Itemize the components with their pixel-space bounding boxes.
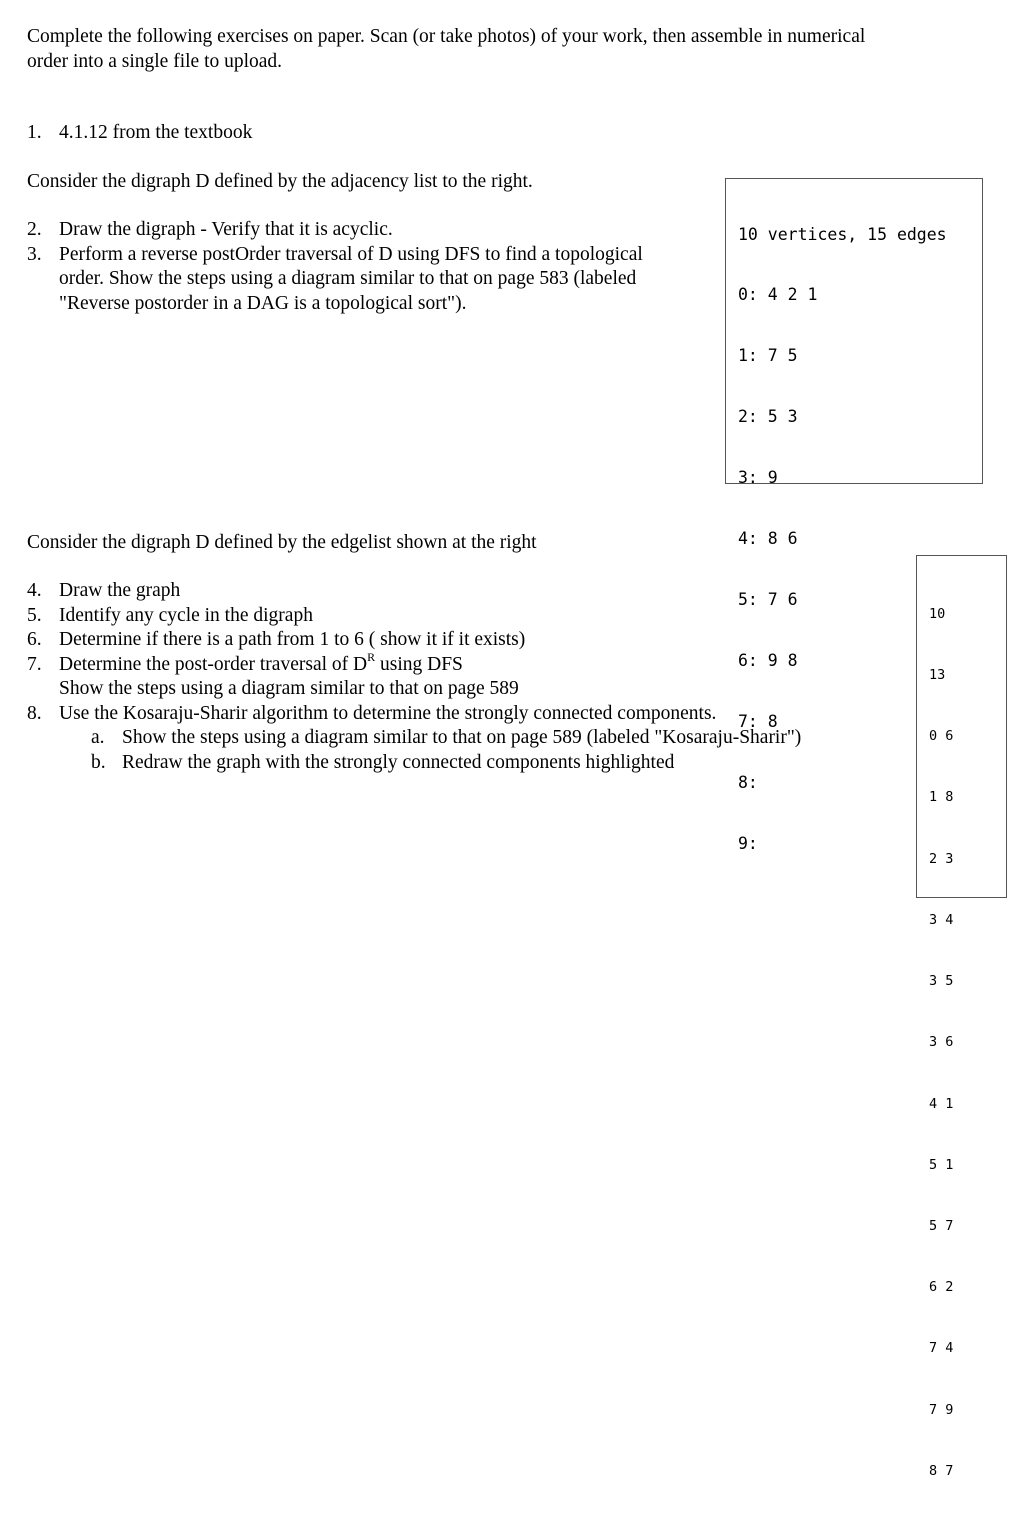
exercise-number: 4. bbox=[27, 580, 42, 601]
exercise-number: 6. bbox=[27, 629, 42, 650]
edge-row: 3 4 bbox=[929, 911, 954, 928]
exercise-8b bbox=[91, 751, 801, 776]
adjacency-row: 2: 5 3 bbox=[738, 407, 798, 427]
adjacency-row: 6: 9 8 bbox=[738, 650, 798, 670]
exercise-text-continued: order. Show the steps using a diagram similar to that on page 583 (labeled bbox=[59, 268, 637, 289]
section-1-lead: Consider the digraph D defined by the adjacency list to the right. bbox=[27, 171, 533, 192]
edge-list-box bbox=[916, 555, 1007, 1479]
exercise-text: Determine if there is a path from 1 to 6 ( show it if it exists) bbox=[59, 629, 526, 650]
exercise-number: 8. bbox=[27, 702, 42, 724]
adjacency-row: 3: 9 bbox=[738, 468, 778, 488]
exercise-7 bbox=[27, 650, 801, 702]
exercise-text-continued: Show the steps using a diagram similar to that on page 589 bbox=[59, 678, 519, 699]
edge-row: 3 6 bbox=[929, 1034, 954, 1051]
exercise-list-2 bbox=[27, 218, 643, 316]
edge-list-edge-count: 13 bbox=[929, 667, 946, 684]
adjacency-row: 0: 4 2 1 bbox=[738, 285, 818, 305]
edge-row: 7 9 bbox=[929, 1401, 954, 1418]
exercise-1 bbox=[27, 121, 252, 146]
exercise-8a bbox=[91, 726, 801, 751]
subitem-letter: b. bbox=[91, 751, 106, 773]
exercise-number: 3. bbox=[27, 243, 42, 265]
exercise-5 bbox=[27, 604, 801, 629]
edge-row: 2 3 bbox=[929, 850, 954, 867]
exercise-list-1 bbox=[27, 121, 252, 146]
exercise-number: 5. bbox=[27, 604, 42, 626]
edge-row: 5 7 bbox=[929, 1218, 954, 1234]
exercise-text: Draw the digraph - Verify that it is acyclic. bbox=[59, 219, 393, 240]
exercise-number: 2. bbox=[27, 219, 42, 240]
intro-line-1: Complete the following exercises on paper. Scan (or take photos) of your work, then assemble in numerical bbox=[27, 26, 866, 47]
adjacency-row: 8: bbox=[738, 772, 758, 792]
exercise-8-subitems bbox=[91, 726, 801, 775]
exercise-text: Perform a reverse postOrder traversal of D using DFS to find a topological bbox=[59, 243, 643, 265]
subitem-letter: a. bbox=[91, 727, 105, 748]
exercise-6 bbox=[27, 628, 801, 653]
exercise-text: Use the Kosaraju-Sharir algorithm to determine the strongly connected components. bbox=[59, 702, 717, 724]
exercise-text-main: Determine the post-order traversal of D bbox=[59, 653, 368, 675]
exercise-number: 7. bbox=[27, 653, 42, 675]
exercise-list-3 bbox=[27, 579, 801, 775]
adjacency-row: 1: 7 5 bbox=[738, 346, 798, 366]
intro-paragraph bbox=[27, 25, 865, 74]
exercise-2 bbox=[27, 218, 643, 243]
edge-row: 3 5 bbox=[929, 973, 954, 990]
exercise-8 bbox=[27, 702, 801, 776]
adjacency-row: 5: 7 6 bbox=[738, 589, 798, 609]
subitem-text: Show the steps using a diagram similar to that on page 589 (labeled "Kosaraju-Sharir") bbox=[122, 727, 802, 748]
exercise-4 bbox=[27, 579, 801, 604]
exercise-3 bbox=[27, 243, 643, 317]
edge-list-vertex-count: 10 bbox=[929, 605, 946, 622]
edge-row: 0 6 bbox=[929, 728, 954, 745]
edge-row: 1 8 bbox=[929, 789, 954, 806]
subitem-text: Redraw the graph with the strongly connected components highlighted bbox=[122, 751, 675, 773]
exercise-text-continued: "Reverse postorder in a DAG is a topological sort"). bbox=[59, 292, 467, 314]
exercise-text: 4.1.12 from the textbook bbox=[59, 122, 253, 143]
adjacency-list-header: 10 vertices, 15 edges bbox=[738, 224, 947, 244]
exercise-text-tail: using DFS bbox=[375, 653, 463, 675]
intro-line-2: order into a single file to upload. bbox=[27, 50, 283, 72]
exercise-text: Identify any cycle in the digraph bbox=[59, 604, 313, 626]
edge-row: 7 4 bbox=[929, 1340, 954, 1357]
edge-list bbox=[917, 556, 1006, 1522]
edge-row: 6 2 bbox=[929, 1279, 954, 1296]
section-2-lead: Consider the digraph D defined by the edgelist shown at the right bbox=[27, 532, 537, 553]
adjacency-row: 9: bbox=[738, 833, 758, 853]
adjacency-row: 4: 8 6 bbox=[738, 529, 798, 549]
superscript-r: R bbox=[367, 650, 376, 664]
exercise-text bbox=[59, 650, 801, 678]
adjacency-row: 7: 8 bbox=[738, 711, 778, 731]
edge-row: 8 7 bbox=[929, 1462, 954, 1479]
exercise-text: Draw the graph bbox=[59, 580, 181, 601]
edge-row: 5 1 bbox=[929, 1156, 954, 1173]
edge-row: 4 1 bbox=[929, 1095, 954, 1112]
exercise-number: 1. bbox=[27, 122, 42, 143]
